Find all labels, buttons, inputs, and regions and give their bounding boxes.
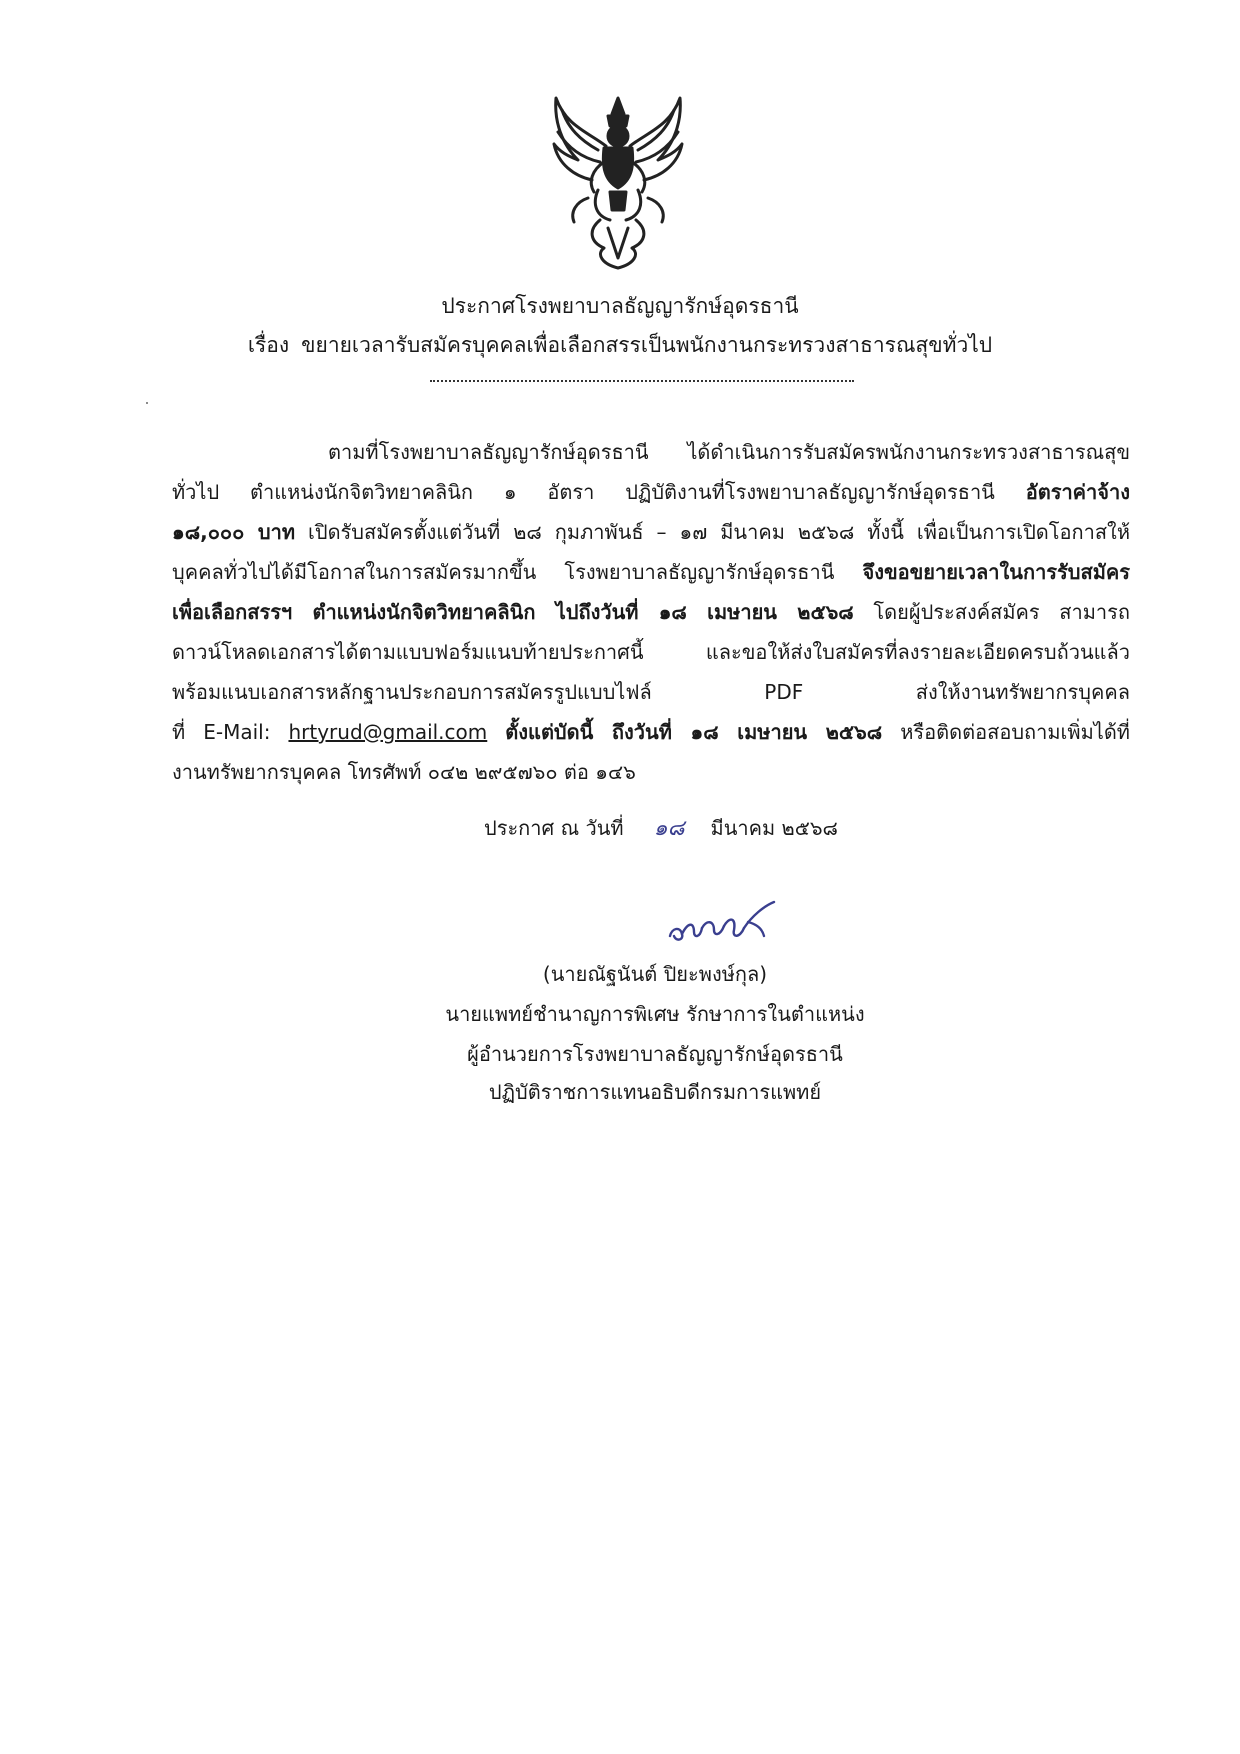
signatory-position-2: ผู้อำนวยการโรงพยาบาลธัญญารักษ์อุดรธานี — [467, 1042, 843, 1066]
announce-month-year: มีนาคม ๒๕๖๘ — [710, 816, 838, 840]
body-line-5-text: โดยผู้ประสงค์สมัคร สามารถ — [873, 600, 1131, 624]
extension-deadline: เพื่อเลือกสรรฯ ตำแหน่งนักจิตวิทยาคลินิก ไปถึงวันที่ ๑๘ เมษายน ๒๕๖๘ — [172, 600, 854, 624]
handwritten-signature-icon — [664, 898, 794, 948]
body-line-7: พร้อมแนบเอกสารหลักฐานประกอบการสมัครรูปแบบไฟล์ PDF ส่งให้งานทรัพยากรบุคคล — [172, 680, 1130, 704]
subject-label: เรื่อง — [247, 333, 290, 357]
extension-notice: จึงขอขยายเวลาในการรับสมัคร — [862, 560, 1130, 584]
announce-day-handwritten: ๑๘ — [653, 816, 685, 841]
body-line-1: ตามที่โรงพยาบาลธัญญารักษ์อุดรธานี ได้ดำเนินการรับสมัครพนักงานกระทรวงสาธารณสุข — [328, 440, 1130, 464]
dotted-divider — [430, 380, 854, 382]
signatory-position-1: นายแพทย์ชำนาญการพิเศษ รักษาการในตำแหน่ง — [445, 1002, 865, 1026]
announcement-date — [484, 814, 838, 843]
subject-text: ขยายเวลารับสมัครบุคคลเพื่อเลือกสรรเป็นพนักงานกระทรวงสาธารณสุขทั่วไป — [301, 333, 993, 357]
submission-deadline: ตั้งแต่บัดนี้ ถึงวันที่ ๑๘ เมษายน ๒๕๖๘ — [505, 720, 883, 744]
body-line-4 — [172, 558, 1130, 586]
email-label: ที่ E-Mail: — [172, 720, 271, 744]
wage-label: อัตราค่าจ้าง — [1025, 480, 1130, 504]
body-line-3-text: เปิดรับสมัครตั้งแต่วันที่ ๒๘ กุมภาพันธ์ – ๑๗ มีนาคม ๒๕๖๘ ทั้งนี้ เพื่อเป็นการเปิดโอกาสให้ — [308, 520, 1130, 544]
body-line-2 — [172, 478, 1130, 506]
signatory-name: (นายณัฐนันต์ ปิยะพงษ์กุล) — [542, 962, 768, 986]
announce-prefix: ประกาศ ณ วันที่ — [484, 816, 624, 840]
scan-speck — [146, 402, 148, 404]
signatory-position-3: ปฏิบัติราชการแทนอธิบดีกรมการแพทย์ — [488, 1080, 822, 1104]
body-line-4-text: บุคคลทั่วไปได้มีโอกาสในการสมัครมากขึ้น โรงพยาบาลธัญญารักษ์อุดรธานี — [172, 560, 835, 584]
contact-text: หรือติดต่อสอบถามเพิ่มได้ที่ — [900, 720, 1130, 744]
body-line-9: งานทรัพยากรบุคคล โทรศัพท์ ๐๔๒ ๒๙๕๗๖๐ ต่อ ๑๔๖ — [172, 760, 636, 784]
announcement-title: ประกาศโรงพยาบาลธัญญารักษ์อุดรธานี — [441, 294, 799, 318]
announcement-subject — [0, 331, 1240, 359]
body-line-5 — [172, 598, 1130, 626]
body-line-2-text: ทั่วไป ตำแหน่งนักจิตวิทยาคลินิก ๑ อัตรา ปฏิบัติงานที่โรงพยาบาลธัญญารักษ์อุดรธานี — [172, 480, 995, 504]
email-link[interactable]: hrtyrud@gmail.com — [288, 720, 488, 744]
wage-amount: ๑๘,๐๐๐ บาท — [172, 520, 296, 544]
garuda-emblem-icon — [548, 92, 688, 270]
body-line-3 — [172, 518, 1130, 546]
body-line-8 — [172, 718, 1130, 746]
body-line-6: ดาวน์โหลดเอกสารได้ตามแบบฟอร์มแนบท้ายประกาศนี้ และขอให้ส่งใบสมัครที่ลงรายละเอียดครบถ้วนแล้ว — [172, 640, 1130, 664]
